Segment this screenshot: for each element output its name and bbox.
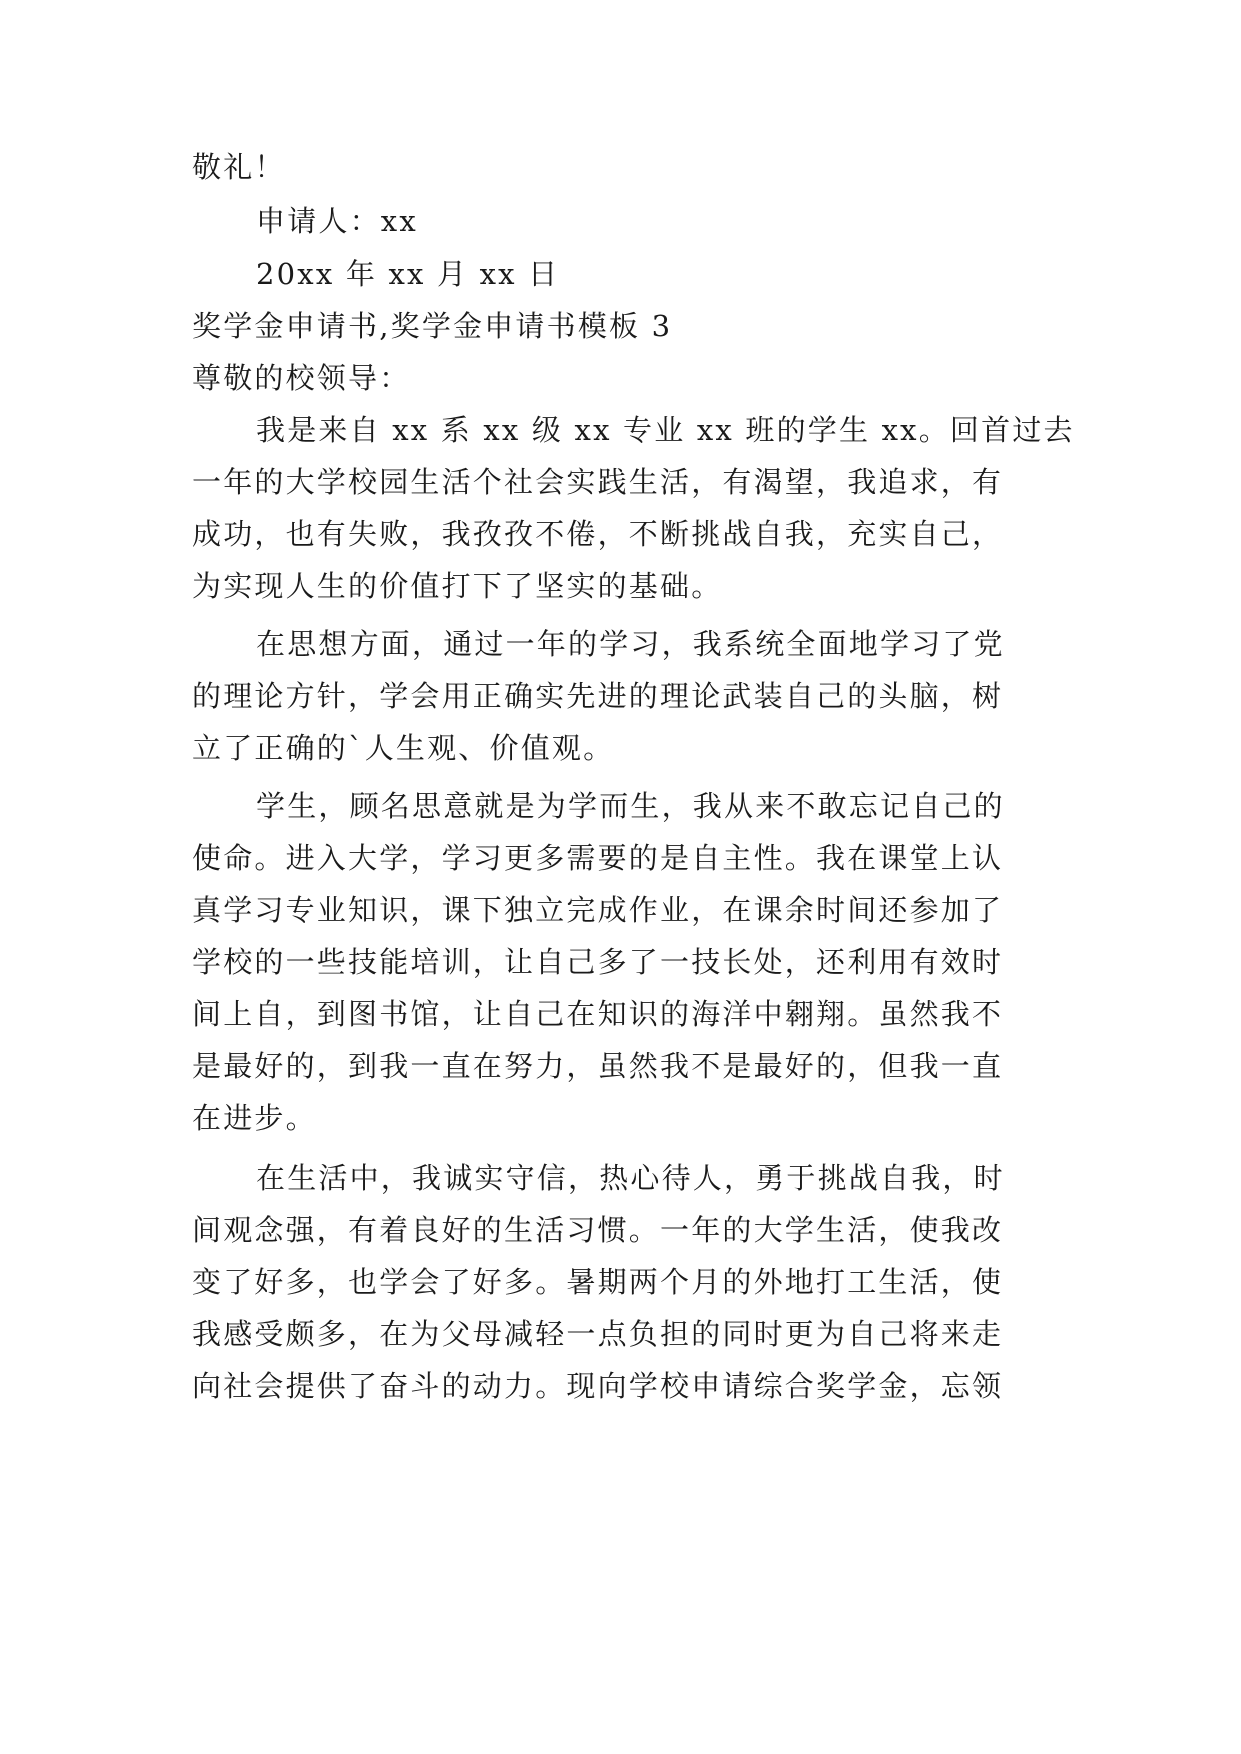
closing-salute: 敬礼！ — [192, 150, 286, 184]
paragraph-2-line-3: 立了正确的`人生观、价值观。 — [192, 731, 615, 765]
paragraph-4-line-5: 向社会提供了奋斗的动力。现向学校申请综合奖学金，忘领 — [192, 1369, 1004, 1403]
paragraph-3-line-5: 间上自，到图书馆，让自己在知识的海洋中翱翔。虽然我不 — [192, 997, 1004, 1031]
paragraph-4-line-2: 间观念强，有着良好的生活习惯。一年的大学生活，使我改 — [192, 1213, 1004, 1247]
date-line: 20xx 年 xx 月 xx 日 — [256, 257, 560, 291]
paragraph-1-line-1: 我是来自 xx 系 xx 级 xx 专业 xx 班的学生 xx。回首过去 — [256, 413, 1075, 447]
paragraph-3-line-7: 在进步。 — [192, 1101, 317, 1135]
paragraph-3-line-6: 是最好的，到我一直在努力，虽然我不是最好的，但我一直 — [192, 1049, 1004, 1083]
greeting-line: 尊敬的校领导： — [192, 361, 411, 395]
paragraph-4-line-4: 我感受颇多，在为父母减轻一点负担的同时更为自己将来走 — [192, 1317, 1004, 1351]
paragraph-2-line-1: 在思想方面，通过一年的学习，我系统全面地学习了党 — [256, 627, 1005, 661]
paragraph-1-line-4: 为实现人生的价值打下了坚实的基础。 — [192, 569, 723, 603]
paragraph-4-line-1: 在生活中，我诚实守信，热心待人，勇于挑战自我，时 — [256, 1161, 1005, 1195]
paragraph-2-line-2: 的理论方针，学会用正确实先进的理论武装自己的头脑，树 — [192, 679, 1004, 713]
paragraph-3-line-1: 学生，顾名思意就是为学而生，我从来不敢忘记自己的 — [256, 789, 1005, 823]
paragraph-3-line-3: 真学习专业知识，课下独立完成作业，在课余时间还参加了 — [192, 893, 1004, 927]
applicant-line: 申请人：xx — [256, 204, 418, 238]
paragraph-4-line-3: 变了好多，也学会了好多。暑期两个月的外地打工生活，使 — [192, 1265, 1004, 1299]
paragraph-1-line-2: 一年的大学校园生活个社会实践生活，有渴望，我追求，有 — [192, 465, 1004, 499]
section-title: 奖学金申请书,奖学金申请书模板 3 — [192, 309, 673, 343]
paragraph-1-line-3: 成功，也有失败，我孜孜不倦，不断挑战自我，充实自己， — [192, 517, 1004, 551]
paragraph-3-line-4: 学校的一些技能培训，让自己多了一技长处，还利用有效时 — [192, 945, 1004, 979]
paragraph-3-line-2: 使命。进入大学，学习更多需要的是自主性。我在课堂上认 — [192, 841, 1004, 875]
